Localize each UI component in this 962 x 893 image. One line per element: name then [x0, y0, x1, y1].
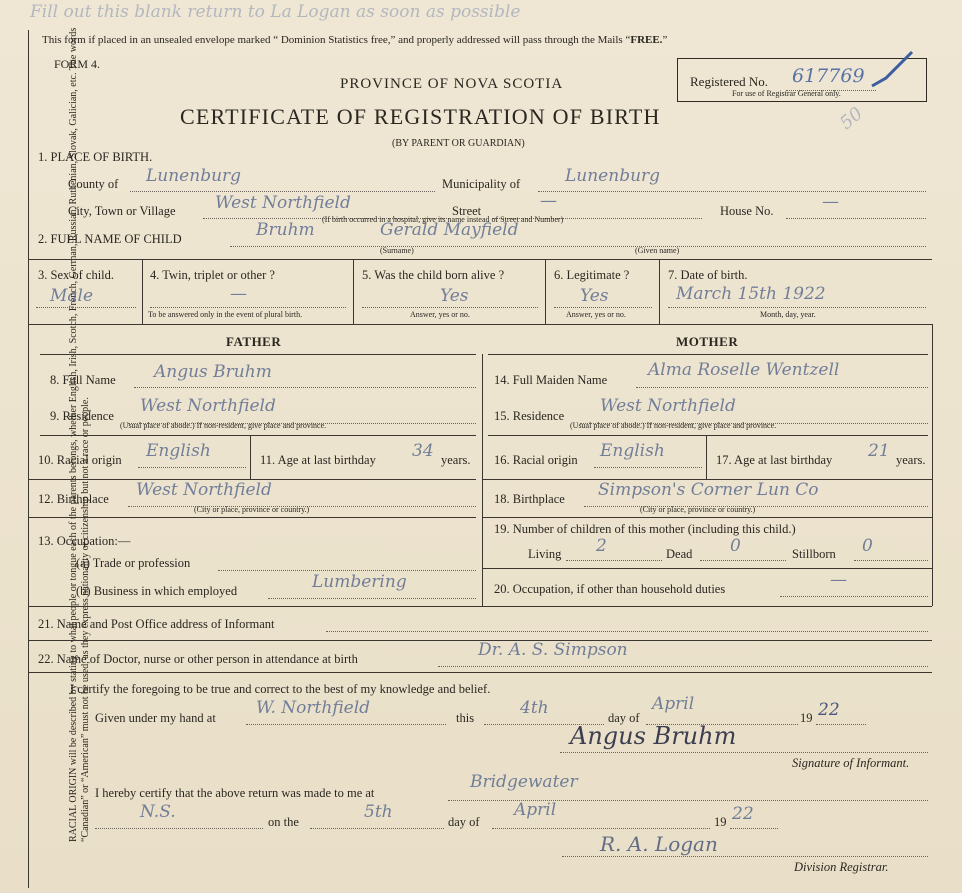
registrar-day-value: 5th — [364, 802, 393, 822]
registered-number: 617769 — [792, 65, 865, 87]
father-race-label: 10. Racial origin — [38, 453, 122, 467]
mother-rule-3 — [482, 517, 932, 518]
father-heading-rule — [40, 354, 476, 355]
alive-line — [362, 307, 538, 308]
registrar-caption: Division Registrar. — [794, 860, 889, 874]
legit-note: Answer, yes or no. — [566, 310, 626, 319]
certify-day-value: 4th — [520, 698, 549, 718]
mother-age-div — [706, 435, 707, 479]
dead-label: Dead — [666, 547, 693, 561]
stillborn-value: 0 — [862, 536, 873, 556]
certificate-title: CERTIFICATE OF REGISTRATION OF BIRTH — [180, 104, 661, 129]
left-box-line — [28, 324, 29, 606]
father-residence-value: West Northfield — [140, 396, 276, 416]
registrar-year-line — [730, 828, 778, 829]
mother-age-value: 21 — [868, 441, 890, 461]
place-heading: 1. PLACE OF BIRTH. — [38, 150, 153, 164]
mother-heading: MOTHER — [676, 334, 739, 349]
twin-label: 4. Twin, triplet or other ? — [150, 268, 275, 282]
alive-label: 5. Was the child born alive ? — [362, 268, 505, 282]
house-line — [786, 218, 926, 219]
registrar-on-label: on the — [268, 815, 299, 829]
row3-div-4 — [659, 259, 660, 324]
given-place-value: W. Northfield — [256, 698, 371, 718]
certificate-subtitle: (BY PARENT OR GUARDIAN) — [392, 138, 525, 149]
top-handwritten-note: Fill out this blank return to La Logan as soon as possible — [30, 2, 521, 22]
certify-month-value: April — [652, 694, 695, 714]
children-label: 19. Number of children of this mother (including this child.) — [494, 522, 796, 536]
informant-signature-line — [560, 752, 928, 753]
racial-origin-side-note: RACIAL ORIGIN will be described by stating to what people or tongue each of the parents belongs, whether English, Irish, Scotch, French, German, Russian, Ruthenian, Slovak, Galician, etc. The words “Canadian” or “American” must not be used, as they express nationality or citizenship but not a race or people. — [68, 27, 91, 842]
mother-name-label: 14. Full Maiden Name — [494, 373, 608, 387]
municipality-line — [538, 191, 926, 192]
checkmark-icon — [868, 48, 918, 98]
surname-caption: (Surname) — [380, 246, 414, 255]
mother-heading-rule — [488, 354, 928, 355]
legit-value: Yes — [580, 286, 609, 306]
business-value: Lumbering — [312, 572, 407, 592]
registrar-month-line — [492, 828, 710, 829]
stillborn-line — [854, 560, 928, 561]
doctor-value: Dr. A. S. Simpson — [478, 640, 628, 660]
business-line — [268, 598, 476, 599]
mother-name-value: Alma Roselle Wentzell — [648, 360, 840, 380]
mother-name-line — [636, 387, 928, 388]
informant-signature: Angus Bruhm — [570, 722, 737, 750]
informant-line — [326, 631, 928, 632]
father-residence-label: 9. Residence — [50, 409, 114, 423]
date-caption: Month, day, year. — [760, 310, 816, 319]
father-age-label: 11. Age at last birthday — [260, 453, 376, 467]
living-value: 2 — [596, 536, 607, 556]
form-number: FORM 4. — [54, 57, 101, 71]
registrar-year-prefix: 19 — [714, 815, 727, 829]
registrar-signature: R. A. Logan — [600, 832, 718, 856]
given-place-line — [246, 724, 446, 725]
twin-line — [150, 307, 346, 308]
living-line — [566, 560, 662, 561]
father-age-value: 34 — [412, 441, 434, 461]
mother-occupation-value: — — [830, 570, 847, 590]
informant-label: 21. Name and Post Office address of Informant — [38, 617, 275, 631]
municipality-value: Lunenburg — [565, 166, 661, 186]
mother-residence-value: West Northfield — [600, 396, 736, 416]
child-name-line — [230, 246, 926, 247]
street-value: — — [540, 191, 557, 211]
registrar-province-value: N.S. — [140, 802, 176, 822]
house-label: House No. — [720, 204, 774, 218]
province-heading: PROVINCE OF NOVA SCOTIA — [340, 76, 564, 92]
mother-birthplace-value: Simpson's Corner Lun Co — [598, 480, 819, 500]
living-label: Living — [528, 547, 562, 561]
sex-line — [36, 307, 136, 308]
registered-note: For use of Registrar General only. — [732, 89, 841, 98]
registrar-signature-line — [562, 856, 928, 857]
given-under-label: Given under my hand at — [95, 711, 216, 725]
date-line — [668, 307, 926, 308]
mother-race-value: English — [600, 441, 665, 461]
mother-race-label: 16. Racial origin — [494, 453, 578, 467]
mail-notice: This form if placed in an unsealed envelope marked “ Dominion Statistics free,” and properly addressed will pass through the Mails “FREE.” — [42, 34, 668, 46]
mother-birthplace-note: (City or place, province or country.) — [640, 505, 756, 514]
mother-years-label: years. — [896, 453, 926, 467]
house-value: — — [822, 192, 839, 212]
row3-top-rule — [28, 259, 932, 260]
mother-rule-1 — [488, 435, 928, 436]
informant-signature-caption: Signature of Informant. — [792, 756, 910, 770]
father-birthplace-value: West Northfield — [136, 480, 272, 500]
county-line — [130, 191, 435, 192]
father-name-line — [134, 387, 476, 388]
municipality-label: Municipality of — [442, 177, 521, 191]
father-birthplace-note: (City or place, province or country.) — [194, 505, 310, 514]
row3-div-2 — [353, 259, 354, 324]
father-heading: FATHER — [226, 334, 282, 349]
street-label: Street — [452, 204, 482, 218]
given-caption: (Given name) — [635, 246, 680, 255]
doctor-rule — [28, 672, 932, 673]
child-name-label: 2. FULL NAME OF CHILD — [38, 232, 182, 246]
legit-line — [554, 307, 652, 308]
registrar-year-value: 22 — [732, 804, 754, 824]
registrar-day-line — [310, 828, 444, 829]
date-value: March 15th 1922 — [676, 284, 826, 304]
registrar-place-value: Bridgewater — [470, 772, 578, 792]
mother-birthplace-line — [584, 506, 928, 507]
county-label: County of — [68, 177, 119, 191]
father-rule-3 — [28, 517, 476, 518]
sex-label: 3. Sex of child. — [38, 268, 115, 282]
father-age-div — [250, 435, 251, 479]
business-label: (b) Business in which employed — [76, 584, 238, 598]
row3-div-3 — [545, 259, 546, 324]
certify-year-value: 22 — [818, 700, 840, 720]
county-value: Lunenburg — [146, 166, 242, 186]
doctor-label: 22. Name of Doctor, nurse or other person in attendance at birth — [38, 652, 358, 666]
alive-value: Yes — [440, 286, 469, 306]
hospital-note: (If birth occurred in a hospital, give its name instead of Street and Number) — [322, 215, 564, 224]
father-race-value: English — [146, 441, 211, 461]
father-name-label: 8. Full Name — [50, 373, 116, 387]
registrar-month-value: April — [514, 800, 557, 820]
mother-birthplace-label: 18. Birthplace — [494, 492, 565, 506]
side-mark: 50 — [835, 103, 867, 134]
twin-value: — — [230, 284, 247, 304]
certify-year-line — [816, 724, 866, 725]
sex-value: Male — [50, 286, 94, 306]
mother-residence-note: (Usual place of abode.) If non-resident, give place and province. — [570, 421, 777, 430]
certify-year-prefix: 19 — [800, 711, 813, 725]
doctor-line — [438, 666, 928, 667]
mother-occupation-label: 20. Occupation, if other than household duties — [494, 582, 726, 596]
mother-age-label: 17. Age at last birthday — [716, 453, 833, 467]
child-given-name: Gerald Mayfield — [380, 220, 519, 240]
mother-occupation-line — [780, 596, 928, 597]
registrar-statement: I hereby certify that the above return was made to me at — [95, 786, 375, 800]
dead-value: 0 — [730, 536, 741, 556]
stillborn-label: Stillborn — [792, 547, 836, 561]
registrar-day-label: day of — [448, 815, 480, 829]
trade-line — [218, 570, 476, 571]
mother-race-line — [594, 467, 702, 468]
occupation-label: 13. Occupation:— — [38, 534, 131, 548]
mother-rule-4 — [482, 568, 932, 569]
trade-label: (a) Trade or profession — [76, 556, 191, 570]
father-race-line — [138, 467, 246, 468]
registered-label: Registered No. — [690, 74, 768, 89]
row3-bottom-rule — [28, 324, 932, 325]
father-birthplace-label: 12. Birthplace — [38, 492, 109, 506]
mother-residence-label: 15. Residence — [494, 409, 565, 423]
certify-statement: I certify the foregoing to be true and correct to the best of my knowledge and belief. — [70, 682, 491, 696]
twin-note: To be answered only in the event of plural birth. — [148, 310, 303, 319]
dead-line — [700, 560, 786, 561]
this-label: this — [456, 711, 475, 725]
alive-note: Answer, yes or no. — [410, 310, 470, 319]
city-value: West Northfield — [215, 193, 351, 213]
right-box-line — [932, 324, 933, 606]
father-years-label: years. — [441, 453, 471, 467]
father-residence-note: (Usual place of abode.) If non-resident, give place and province. — [120, 421, 327, 430]
father-name-value: Angus Bruhm — [154, 362, 272, 382]
city-label: City, Town or Village — [68, 204, 176, 218]
parents-bottom-rule — [28, 606, 932, 607]
registrar-province-line — [95, 828, 263, 829]
certify-day-label: day of — [608, 711, 640, 725]
date-label: 7. Date of birth. — [668, 268, 748, 282]
row3-div-1 — [142, 259, 143, 324]
legit-label: 6. Legitimate ? — [554, 268, 630, 282]
child-surname: Bruhm — [256, 220, 315, 240]
father-rule-1 — [40, 435, 476, 436]
